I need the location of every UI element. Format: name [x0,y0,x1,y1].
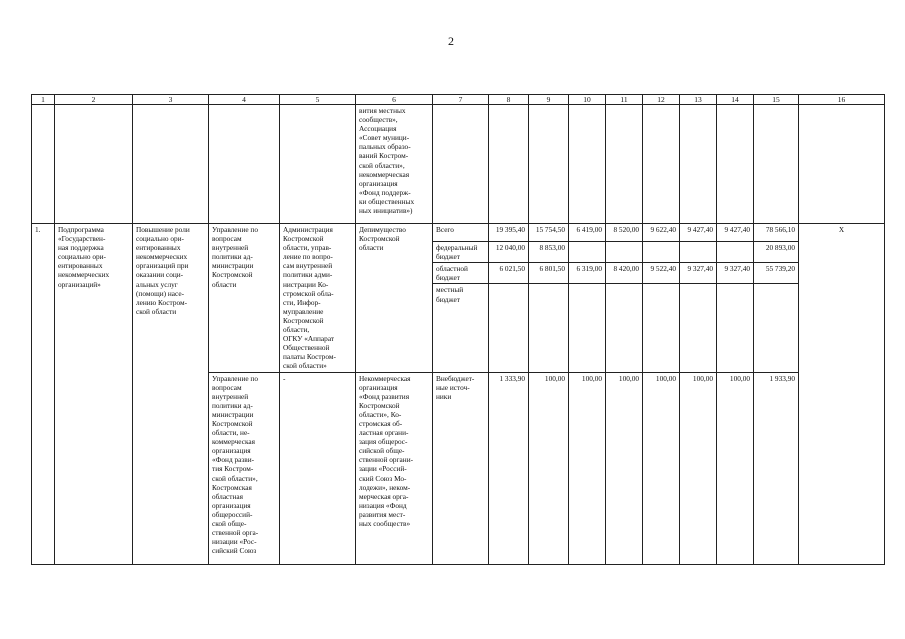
source-label: Всего [433,224,489,242]
col-header: 12 [643,95,680,105]
col-header: 9 [529,95,569,105]
responsible-executor: Управление по вопросам внутренней политики ад- министрации Костромской области, не- коммерческая организация «Фонд разви- тия Костром- ской области», Костромская областная организация общероссий- ской обще- ственной орга- низации «Рос- сийский Союз [209,372,280,564]
col-header: 6 [356,95,433,105]
value-cell: 9 427,40 [717,224,754,242]
coexecutor: - [280,372,356,564]
value-cell: 100,00 [643,372,680,564]
source-label: местный бюджет [433,284,489,372]
value-cell: 6 319,00 [569,263,606,284]
value-cell: 9 427,40 [680,224,717,242]
value-cell [717,242,754,263]
value-cell [606,242,643,263]
value-cell: 6 419,00 [569,224,606,242]
source-label: Внебюджет- ные источ- ники [433,372,489,564]
coexecutor: Администрация Костромской области, управ- ление по вопро- сам внутренней политики адми- нистрации Ко- стромской обла- сти, Инфор- муправление Костромской области, ОГКУ «Аппарат Общественной палаты Костром- ской области» [280,224,356,373]
value-cell: 8 853,00 [529,242,569,263]
subprogram-goal: Повышение роли социально ори- ентированных некоммерческих организаций при оказании соци- альных услуг (помощи) насе- лению Костром- ской области [133,224,209,565]
budget-table [31,94,885,565]
value-cell: 55 739,20 [754,263,799,284]
col-header: 8 [489,95,529,105]
value-cell [643,242,680,263]
subprogram-name: Подпрограмма «Государствен- ная поддержка социально ори- ентированных некоммерческих организаций» [55,224,133,565]
value-cell: 8 420,00 [606,263,643,284]
participant-continuation: вития местных сообществ», Ассоциация «Совет муници- пальных образо- ваний Костром- ской области», некоммерческая организация «Фонд поддерж- ки общественных ных инициатив») [356,105,433,224]
participant: Некоммерческая организация «Фонд развития Костромской области», Ко- стромская об- ластная органи- зация общерос- сийской обще- ственной органи- зации «Россий- ский Союз Мо- лодежи», неком- мерческая орга- низация «Фонд развития мест- ных сообществ» [356,372,433,564]
value-cell: 1 933,90 [754,372,799,564]
value-cell: 78 566,10 [754,224,799,242]
col-header: 14 [717,95,754,105]
col-header: 16 [799,95,885,105]
value-cell: 9 522,40 [643,263,680,284]
value-cell [643,284,680,372]
value-cell: 6 021,50 [489,263,529,284]
value-cell: 1 333,90 [489,372,529,564]
participant: Депимущество Костромской области [356,224,433,373]
col-header: 1 [32,95,55,105]
value-cell: 100,00 [680,372,717,564]
header-row [32,95,885,105]
page-number: 2 [448,34,454,48]
value-cell: 6 801,50 [529,263,569,284]
source-label: областной бюджет [433,263,489,284]
value-cell: 8 520,00 [606,224,643,242]
value-cell [489,284,529,372]
value-cell: 20 893,00 [754,242,799,263]
value-cell: 9 327,40 [717,263,754,284]
value-cell: 9 327,40 [680,263,717,284]
value-cell [680,284,717,372]
row-number: 1. [32,224,55,565]
value-cell [606,284,643,372]
value-cell: 15 754,50 [529,224,569,242]
value-cell [717,284,754,372]
value-cell [680,242,717,263]
col-header: 4 [209,95,280,105]
value-cell: 19 395,40 [489,224,529,242]
col-header: 5 [280,95,356,105]
value-cell [569,242,606,263]
value-cell: 9 622,40 [643,224,680,242]
col-header: 13 [680,95,717,105]
continuation-row [32,105,885,224]
value-cell: 100,00 [717,372,754,564]
col-header: 2 [55,95,133,105]
table-row [32,224,885,242]
col-header: 10 [569,95,606,105]
value-cell: 100,00 [529,372,569,564]
responsible-executor: Управление по вопросам внутренней политики ад- министрации Костромской области [209,224,280,373]
col-header: 11 [606,95,643,105]
mark-cell: Х [799,224,885,565]
col-header: 7 [433,95,489,105]
value-cell [569,284,606,372]
value-cell: 12 040,00 [489,242,529,263]
col-header: 15 [754,95,799,105]
source-label: федеральный бюджет [433,242,489,263]
value-cell: 100,00 [606,372,643,564]
value-cell [529,284,569,372]
value-cell [754,284,799,372]
col-header: 3 [133,95,209,105]
value-cell: 100,00 [569,372,606,564]
